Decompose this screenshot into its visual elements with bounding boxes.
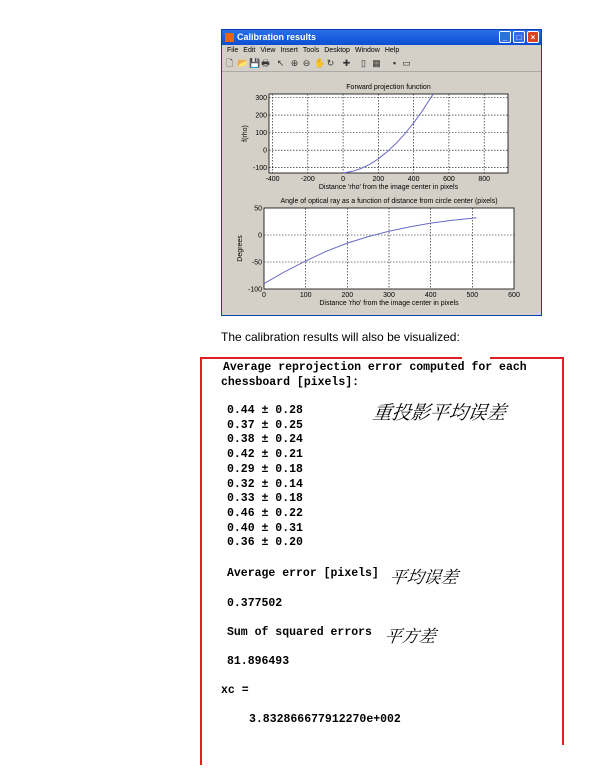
menu-tools[interactable]: Tools	[302, 47, 320, 54]
pointer-icon[interactable]: ↖	[276, 58, 285, 68]
x-tick-label: 200	[341, 292, 354, 299]
xc-value: 3.832866677912270e+002	[249, 713, 401, 726]
x-tick-label: 800	[478, 176, 491, 183]
menu-edit[interactable]: Edit	[243, 47, 256, 54]
menu-bar	[222, 45, 541, 56]
error-row: 0.42 ± 0.21	[227, 448, 303, 462]
plot-1-xlabel: Distance 'rho' from the image center in pixels	[319, 300, 459, 307]
x-tick-label: 600	[443, 176, 455, 183]
menu-window[interactable]: Window	[354, 47, 380, 54]
menu-help[interactable]: Help	[384, 47, 400, 54]
handwritten-sse-note: 平方差	[383, 627, 438, 647]
handwritten-reprojection-note: 重投影平均误差	[371, 402, 508, 424]
menu-file[interactable]: File	[227, 47, 239, 54]
x-tick-label: 100	[299, 292, 312, 299]
red-frame-left	[200, 357, 202, 765]
sse-label: Sum of squared errors	[227, 626, 372, 639]
error-row: 0.29 ± 0.18	[227, 462, 303, 476]
colorbar-icon[interactable]: ▯	[361, 58, 366, 68]
error-row: 0.44 ± 0.28	[227, 404, 303, 417]
x-tick-label: 200	[372, 176, 385, 183]
handwritten-average-note: 平均误差	[388, 568, 460, 588]
x-tick-label: 0	[262, 292, 266, 299]
y-tick-label: -100	[252, 165, 267, 173]
pan-icon[interactable]: ✋	[314, 58, 326, 68]
y-tick-label: -50	[251, 259, 262, 267]
red-frame-top-left	[200, 357, 462, 359]
legend-icon[interactable]: ▦	[372, 58, 381, 68]
plot-0-title: Forward projection function	[346, 84, 431, 91]
open-icon[interactable]: 📂	[237, 58, 249, 68]
y-tick-label: 0	[263, 147, 267, 155]
x-tick-label: 300	[383, 292, 395, 299]
plot-0-axes	[269, 94, 508, 173]
x-tick-label: 500	[466, 292, 479, 299]
sse-value: 81.896493	[227, 655, 290, 668]
print-icon[interactable]: 🖶	[261, 58, 270, 68]
y-tick-label: 0	[258, 232, 262, 240]
x-tick-label: -400	[265, 176, 280, 183]
menu-view[interactable]: View	[260, 47, 276, 54]
menu-desktop[interactable]: Desktop	[324, 47, 350, 54]
plot-1-ylabel: Degrees	[237, 235, 244, 262]
window-title: Calibration results	[237, 32, 317, 42]
average-error-value: 0.377502	[227, 597, 283, 610]
y-tick-label: 300	[255, 95, 267, 103]
title-bar	[222, 30, 541, 45]
plots-area	[222, 72, 541, 315]
error-row: 0.32 ± 0.14	[227, 477, 303, 491]
red-frame-right	[562, 357, 564, 745]
matlab-logo-icon	[225, 33, 234, 42]
error-row: 0.37 ± 0.25	[227, 418, 303, 432]
x-tick-label: 400	[424, 292, 437, 299]
close-button[interactable]: ×	[527, 31, 539, 43]
console-header-1: Average reprojection error computed for each	[223, 361, 527, 374]
hide-tools-icon[interactable]: ▪	[392, 58, 397, 68]
minimize-button[interactable]: _	[499, 31, 511, 43]
error-row: 0.46 ± 0.22	[227, 506, 303, 520]
error-row: 0.36 ± 0.20	[227, 536, 303, 550]
toolbar	[222, 57, 541, 72]
x-tick-label: -200	[300, 176, 315, 183]
zoom-in-icon[interactable]: ⊕	[290, 58, 299, 68]
x-tick-label: 0	[341, 176, 346, 183]
plot-1-title: Angle of optical ray as a function of distance from circle center (pixels)	[280, 198, 498, 205]
y-tick-label: 200	[255, 112, 267, 120]
y-tick-label: -100	[247, 286, 262, 294]
maximize-button[interactable]: □	[513, 31, 525, 43]
y-tick-label: 100	[255, 130, 267, 138]
error-row: 0.40 ± 0.31	[227, 521, 303, 535]
matlab-figure-window	[221, 29, 542, 316]
new-file-icon[interactable]: 🗋	[225, 58, 234, 68]
save-icon[interactable]: 💾	[249, 58, 261, 68]
x-tick-label: 400	[407, 176, 420, 183]
y-tick-label: 50	[254, 205, 262, 213]
red-frame-top-right	[490, 357, 564, 359]
menu-insert[interactable]: Insert	[280, 47, 298, 54]
show-tools-icon[interactable]: ▭	[402, 58, 411, 68]
zoom-out-icon[interactable]: ⊖	[302, 58, 311, 68]
average-error-label: Average error [pixels]	[227, 567, 379, 580]
data-cursor-icon[interactable]: ✚	[342, 58, 351, 68]
plot-0-xlabel: Distance 'rho' from the image center in pixels	[318, 184, 459, 191]
caption: The calibration results will also be visualized:	[221, 330, 460, 344]
xc-label: xc =	[221, 684, 249, 697]
console-header-2: chessboard [pixels]:	[221, 376, 360, 389]
error-row: 0.38 ± 0.24	[227, 433, 303, 447]
error-row: 0.33 ± 0.18	[227, 492, 303, 506]
plot-0-ylabel: f(rho)	[242, 125, 249, 142]
rotate-icon[interactable]: ↻	[326, 58, 335, 68]
x-tick-label: 600	[508, 292, 520, 299]
